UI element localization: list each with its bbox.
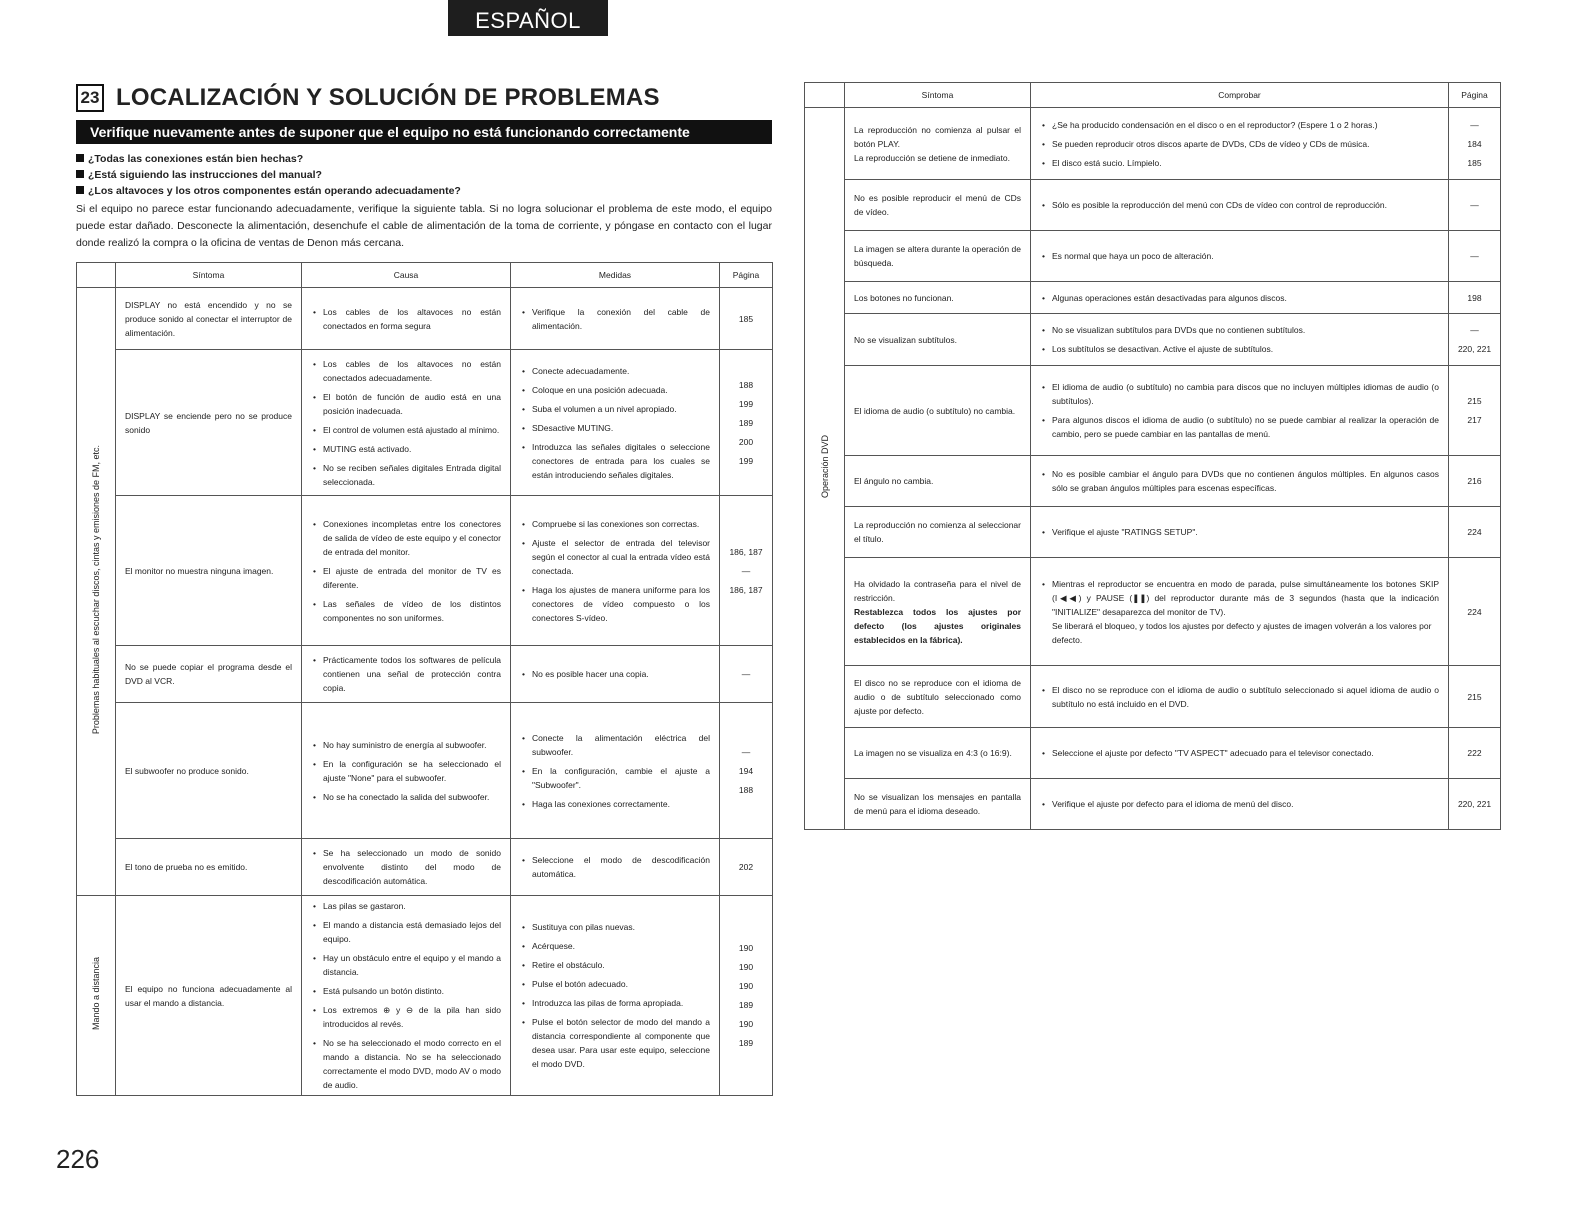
- check-item: • El disco está sucio. Límpielo.: [1040, 156, 1439, 170]
- symptom-cell: El tono de prueba no es emitido.: [116, 839, 302, 896]
- table-row: [77, 350, 773, 496]
- page-ref: —: [741, 565, 751, 576]
- cause-item: • Las señales de vídeo de los distintos componentes no son uniformes.: [311, 597, 501, 625]
- measure-cell: [511, 896, 720, 1096]
- symptom-line: El ángulo no cambia.: [854, 476, 934, 486]
- table-row: [805, 728, 1501, 779]
- category-label: Problemas habituales al escuchar discos, cintas y emisiones de FM, etc.: [91, 444, 101, 735]
- table-row: [805, 507, 1501, 558]
- symptom-line: El disco no se reproduce con el idioma de audio o de subtítulo seleccionado como ajuste por defecto.: [854, 677, 1021, 716]
- cause-item: • Conexiones incompletas entre los conectores de salida de vídeo de este equipo y el conector de entrada del monitor.: [311, 517, 501, 559]
- symptom-cell: DISPLAY no está encendido y no se produce sonido al conectar el interruptor de alimentación.: [116, 288, 302, 350]
- page-cell: [1449, 779, 1501, 830]
- check-item: • Se pueden reproducir otros discos aparte de DVDs, CDs de vídeo y CDs de música.: [1040, 137, 1439, 151]
- symptom-cell: [845, 728, 1031, 779]
- cause-item: • No se reciben señales digitales Entrada digital seleccionada.: [311, 461, 501, 489]
- cause-item-list: [311, 899, 501, 1092]
- cause-item-list: [311, 357, 501, 489]
- symptom-line: No se visualizan los mensajes en pantalla de menú para el idioma deseado.: [854, 792, 1021, 816]
- check-cell: [1031, 314, 1449, 366]
- page-ref-list: [722, 745, 770, 797]
- cause-cell: [302, 496, 511, 646]
- symptom-cell: [845, 779, 1031, 830]
- checklist: [76, 152, 772, 252]
- measure-cell: [511, 646, 720, 703]
- troubleshooting-table-general: [76, 262, 773, 1096]
- page-ref-list: [1451, 118, 1498, 170]
- check-item: • El idioma de audio (o subtítulo) no cambia para discos que no incluyen múltiples idiomas de audio (o subtítulos).: [1040, 380, 1439, 408]
- table-row: [77, 703, 773, 839]
- measure-item-list: [520, 731, 710, 811]
- measure-item-list: [520, 920, 710, 1071]
- measure-cell: [511, 496, 720, 646]
- cause-item-list: [311, 305, 501, 333]
- measure-item: • Acérquese.: [520, 939, 710, 953]
- symptom-cell: [845, 180, 1031, 231]
- check-item-list: [1040, 380, 1439, 441]
- intro-paragraph: Si el equipo no parece estar funcionando adecuadamente, verifique la siguiente tabla. Si no logra solucionar el problema de este modo, el equipo puede estar dañado. Desconecte la alimentación, desenchufe el cable de alimentación de la toma de corriente, y póngase en contacto con el lugar donde realizó la compra o la oficina de ventas de Denon más cercana.: [76, 203, 772, 249]
- check-cell: [1031, 558, 1449, 666]
- check-item-list: [1040, 323, 1439, 356]
- checklist-item: [76, 152, 772, 167]
- measure-item: • Conecte la alimentación eléctrica del subwoofer.: [520, 731, 710, 759]
- check-item: • Mientras el reproductor se encuentra en modo de parada, pulse simultáneamente los botones SKIP (I◀◀) y PAUSE (❚❚) del reproductor durante más de 3 segundos (hasta que la indicación "INITIALIZE" desaparezca del monitor de TV).: [1040, 577, 1439, 619]
- page-ref: 190: [738, 1019, 754, 1029]
- check-cell: [1031, 282, 1449, 314]
- page-ref: —: [1470, 119, 1479, 130]
- header-page: Página: [720, 263, 773, 288]
- square-bullet-icon: [76, 170, 84, 178]
- measure-item-list: [520, 517, 710, 625]
- page-ref-list: [1451, 797, 1498, 811]
- table-row: [77, 288, 773, 350]
- page-cell: [720, 896, 773, 1096]
- header-symptom: Síntoma: [116, 263, 302, 288]
- cause-item-list: [311, 738, 501, 804]
- cause-item: • No se ha conectado la salida del subwoofer.: [311, 790, 501, 804]
- check-cell: [1031, 180, 1449, 231]
- measure-cell: [511, 839, 720, 896]
- square-bullet-icon: [76, 186, 84, 194]
- page-ref: 190: [738, 981, 754, 991]
- page-cell: [720, 646, 773, 703]
- page-ref: 188: [738, 784, 754, 795]
- check-item: • Algunas operaciones están desactivadas para algunos discos.: [1040, 291, 1439, 305]
- symptom-cell: El monitor no muestra ninguna imagen.: [116, 496, 302, 646]
- measure-item: • Pulse el botón adecuado.: [520, 977, 710, 991]
- cause-cell: [302, 350, 511, 496]
- check-item-list: [1040, 683, 1439, 711]
- cause-item: • El control de volumen está ajustado al mínimo.: [311, 423, 501, 437]
- symptom-cell: [845, 282, 1031, 314]
- symptom-line: La reproducción se detiene de inmediato.: [854, 152, 1010, 163]
- check-item: • No es posible cambiar el ángulo para DVDs que no contienen ángulos múltiples. En algunos casos sólo se graban ángulos múltiples para escenas específicas.: [1040, 467, 1439, 495]
- cause-item: • Hay un obstáculo entre el equipo y el mando a distancia.: [311, 951, 501, 979]
- table-row: [77, 496, 773, 646]
- measure-item: • Conecte adecuadamente.: [520, 364, 710, 378]
- measure-item: • Coloque en una posición adecuada.: [520, 383, 710, 397]
- check-item: • Es normal que haya un poco de alteración.: [1040, 249, 1439, 263]
- page-ref: —: [1470, 200, 1479, 210]
- measure-item: • En la configuración, cambie el ajuste a "Subwoofer".: [520, 764, 710, 792]
- measure-item: • SDesactive MUTING.: [520, 421, 710, 435]
- page-ref-list: [1451, 605, 1498, 619]
- table-header-row: [77, 263, 773, 288]
- page-ref: 185: [1467, 157, 1482, 168]
- section-number-badge: 23: [76, 84, 104, 112]
- cause-item-list: [311, 517, 501, 625]
- check-item: • No se visualizan subtítulos para DVDs que no contienen subtítulos.: [1040, 323, 1439, 337]
- page-cell: [1449, 231, 1501, 282]
- measure-item: • Retire el obstáculo.: [520, 958, 710, 972]
- table-row: [77, 646, 773, 703]
- page-ref-list: [1451, 291, 1498, 305]
- check-cell: [1031, 366, 1449, 456]
- measure-item: • Introduzca las señales digitales o seleccione conectores de entrada para los cuales se están introduciendo señales digitales.: [520, 440, 710, 482]
- page-ref-list: [1451, 525, 1498, 539]
- cause-item: • No se ha seleccionado el modo correcto en el mando a distancia. No se ha seleccionado correctamente el modo DVD, modo AV o modo de audio.: [311, 1036, 501, 1092]
- check-item: • Seleccione el ajuste por defecto "TV ASPECT" adecuado para el televisor conectado.: [1040, 746, 1439, 760]
- symptom-cell: [845, 666, 1031, 728]
- cause-item: • No hay suministro de energía al subwoofer.: [311, 738, 501, 752]
- page-ref: 184: [1467, 138, 1482, 149]
- language-tab: ESPAÑOL: [448, 0, 608, 36]
- check-item: • Verifique el ajuste "RATINGS SETUP".: [1040, 525, 1439, 539]
- cause-cell: [302, 703, 511, 839]
- cause-cell: [302, 896, 511, 1096]
- cause-item: • MUTING está activado.: [311, 442, 501, 456]
- page-ref: —: [1470, 251, 1479, 261]
- table-header-row: [805, 83, 1501, 108]
- page-ref: 189: [738, 1000, 754, 1010]
- page-cell: [1449, 314, 1501, 366]
- check-item-list: [1040, 797, 1439, 811]
- page-ref: 190: [738, 943, 754, 953]
- header-blank: [77, 263, 116, 288]
- check-item: • El disco no se reproduce con el idioma de audio o subtítulo seleccionado si aquel idioma de audio o subtítulo no está incluido en el DVD.: [1040, 683, 1439, 711]
- cause-item: • El botón de función de audio está en una posición inadecuada.: [311, 390, 501, 418]
- page-ref-list: [1451, 474, 1498, 488]
- check-item-list: [1040, 291, 1439, 305]
- cause-item: • Los cables de los altavoces no están conectados en forma segura: [311, 305, 501, 333]
- page-ref-list: [1451, 394, 1498, 427]
- measure-item: • Sustituya con pilas nuevas.: [520, 920, 710, 934]
- table-row: [805, 314, 1501, 366]
- symptom-line: Ha olvidado la contraseña para el nivel de restricción.: [854, 578, 1021, 603]
- page-ref: 215: [1467, 691, 1482, 702]
- page-ref-list: [722, 667, 770, 681]
- measure-item-list: [520, 853, 710, 881]
- check-cell: [1031, 507, 1449, 558]
- page-ref: 215: [1467, 396, 1482, 406]
- symptom-cell: El subwoofer no produce sonido.: [116, 703, 302, 839]
- troubleshooting-table-general-body: [77, 263, 773, 1096]
- square-bullet-icon: [76, 154, 84, 162]
- page-ref-list: [722, 860, 770, 874]
- page-ref-list: [722, 312, 770, 326]
- cause-item-list: [311, 846, 501, 888]
- symptom-line: Los botones no funcionan.: [854, 292, 954, 303]
- table-row: [805, 282, 1501, 314]
- measure-cell: [511, 288, 720, 350]
- symptom-line: La reproducción no comienza al seleccionar el título.: [854, 520, 1021, 544]
- page-ref: 188: [738, 379, 754, 390]
- symptom-line: No es posible reproducir el menú de CDs de vídeo.: [854, 193, 1021, 217]
- measure-item: • No es posible hacer una copia.: [520, 667, 710, 681]
- symptom-cell: [845, 507, 1031, 558]
- page-ref: 190: [738, 962, 754, 972]
- table-row: [805, 366, 1501, 456]
- cause-item: • Los cables de los altavoces no están conectados adecuadamente.: [311, 357, 501, 385]
- page-ref-list: [1451, 746, 1498, 760]
- page-ref: 224: [1467, 606, 1482, 617]
- page-cell: [720, 496, 773, 646]
- symptom-line: La imagen se altera durante la operación de búsqueda.: [854, 244, 1021, 268]
- measure-item-list: [520, 667, 710, 681]
- symptom-cell: [845, 108, 1031, 180]
- page-ref-list: [1451, 249, 1498, 263]
- check-item: • Los subtítulos se desactivan. Active el ajuste de subtítulos.: [1040, 342, 1439, 356]
- header-measures: Medidas: [511, 263, 720, 288]
- page-ref: 199: [738, 455, 754, 466]
- check-item-list: [1040, 746, 1439, 760]
- page-title-row: [76, 82, 776, 114]
- measure-item-list: [520, 364, 710, 482]
- measure-item: • Suba el volumen a un nivel apropiado.: [520, 402, 710, 416]
- check-cell: [1031, 108, 1449, 180]
- measure-item: • Haga las conexiones correctamente.: [520, 797, 710, 811]
- page-cell: [1449, 282, 1501, 314]
- troubleshooting-table-dvd-body: [805, 83, 1501, 830]
- measure-item: • Haga los ajustes de manera uniforme para los conectores de vídeo compuesto o los conectores S-vídeo.: [520, 583, 710, 625]
- page-ref: 189: [738, 1038, 754, 1048]
- table-row: [805, 666, 1501, 728]
- page-cell: [1449, 507, 1501, 558]
- page-cell: [1449, 108, 1501, 180]
- symptom-cell: [845, 314, 1031, 366]
- checklist-item: [76, 168, 772, 183]
- header-cause: Causa: [302, 263, 511, 288]
- page-ref: 198: [1467, 292, 1482, 303]
- cause-cell: [302, 646, 511, 703]
- check-cell: [1031, 456, 1449, 507]
- page-ref-list: [1451, 690, 1498, 704]
- header-check: Comprobar: [1031, 83, 1449, 108]
- check-item-list: [1040, 467, 1439, 495]
- measure-cell: [511, 350, 720, 496]
- measure-item: • Pulse el botón selector de modo del mando a distancia correspondiente al componente que desea usar. Para usar este equipo, seleccione el modo DVD.: [520, 1015, 710, 1071]
- page-ref: 186, 187: [729, 546, 763, 557]
- page-ref: 186, 187: [729, 584, 763, 595]
- cause-cell: [302, 839, 511, 896]
- header-blank: [805, 83, 845, 108]
- category-label: Mando a distancia: [91, 956, 101, 1031]
- page-cell: [720, 839, 773, 896]
- check-item-list: [1040, 525, 1439, 539]
- reset-instruction: Restablezca todos los ajustes por defecto (los ajustes originales establecidos en la fábrica).: [854, 606, 1021, 645]
- troubleshooting-table-dvd: [804, 82, 1501, 830]
- check-item: • ¿Se ha producido condensación en el disco o en el reproductor? (Espere 1 o 2 horas.): [1040, 118, 1439, 132]
- page-cell: [1449, 558, 1501, 666]
- page-ref: 185: [738, 313, 754, 324]
- cause-item: • El mando a distancia está demasiado lejos del equipo.: [311, 918, 501, 946]
- page-ref-list: [722, 545, 770, 597]
- header-symptom: Síntoma: [845, 83, 1031, 108]
- category-label: Operación DVD: [819, 434, 830, 499]
- page-ref: 220, 221: [1457, 344, 1492, 354]
- page-ref: 216: [1467, 476, 1482, 486]
- checklist-item-text: ¿Los altavoces y los otros componentes están operando adecuadamente?: [88, 185, 461, 197]
- page-cell: [1449, 456, 1501, 507]
- table-row: [805, 456, 1501, 507]
- check-item-list: [1040, 198, 1439, 212]
- check-cell: [1031, 779, 1449, 830]
- header-page: Página: [1449, 83, 1501, 108]
- check-cell: [1031, 728, 1449, 779]
- page-cell: [720, 703, 773, 839]
- measure-item-list: [520, 305, 710, 333]
- cause-item: • En la configuración se ha seleccionado el ajuste "None" para el subwoofer.: [311, 757, 501, 785]
- page-ref: 189: [738, 417, 754, 428]
- table-row: [805, 779, 1501, 830]
- cause-item: • Las pilas se gastaron.: [311, 899, 501, 913]
- page-ref: 224: [1467, 527, 1482, 537]
- table-row: [77, 896, 773, 1096]
- table-row: [77, 839, 773, 896]
- check-cell: [1031, 231, 1449, 282]
- page-cell: [720, 350, 773, 496]
- checklist-item: [76, 184, 772, 199]
- table-row: [805, 558, 1501, 666]
- page-ref: 199: [738, 398, 754, 409]
- page-title: LOCALIZACIÓN Y SOLUCIÓN DE PROBLEMAS: [116, 84, 660, 111]
- page-ref-list: [1451, 198, 1498, 212]
- measure-item: • Compruebe si las conexiones son correctas.: [520, 517, 710, 531]
- page-ref: 220, 221: [1457, 799, 1492, 809]
- page-ref: 202: [738, 862, 754, 872]
- page-cell: [1449, 728, 1501, 779]
- page-ref: —: [741, 669, 751, 679]
- symptom-cell: No se puede copiar el programa desde el DVD al VCR.: [116, 646, 302, 703]
- measure-item: • Ajuste el selector de entrada del televisor según el conector al cual la entrada vídeo está conectada.: [520, 536, 710, 578]
- page-ref: 194: [738, 765, 754, 776]
- page-ref: —: [1470, 325, 1479, 335]
- table-row: [805, 180, 1501, 231]
- measure-item: • Verifique la conexión del cable de alimentación.: [520, 305, 710, 333]
- page-number: 226: [56, 1144, 100, 1174]
- cause-cell: [302, 288, 511, 350]
- page-cell: [1449, 366, 1501, 456]
- symptom-cell: [845, 456, 1031, 507]
- cause-item: • Prácticamente todos los softwares de película contienen una señal de protección contra copia.: [311, 653, 501, 695]
- check-note: Se liberará el bloqueo, y todos los ajustes por defecto y ajustes de imagen volverán a los valores por defecto.: [1052, 620, 1432, 645]
- measure-cell: [511, 703, 720, 839]
- page-cell: [1449, 180, 1501, 231]
- symptom-cell: [845, 231, 1031, 282]
- check-item-list: [1040, 118, 1439, 170]
- cause-item: • El ajuste de entrada del monitor de TV es diferente.: [311, 564, 501, 592]
- symptom-line: El idioma de audio (o subtítulo) no cambia.: [854, 405, 1016, 416]
- measure-item: • Seleccione el modo de descodificación automática.: [520, 853, 710, 881]
- check-cell: [1031, 666, 1449, 728]
- symptom-cell: DISPLAY se enciende pero no se produce sonido: [116, 350, 302, 496]
- symptom-cell: [845, 366, 1031, 456]
- page-ref: —: [741, 746, 751, 757]
- category-cell: [805, 108, 845, 830]
- category-cell: [77, 288, 116, 896]
- checklist-item-text: ¿Todas las conexiones están bien hechas?: [88, 153, 304, 165]
- symptom-cell: [845, 558, 1031, 666]
- checklist-item-text: ¿Está siguiendo las instrucciones del manual?: [88, 169, 322, 181]
- category-cell: [77, 896, 116, 1096]
- page-cell: [1449, 666, 1501, 728]
- page-ref: 217: [1467, 415, 1482, 425]
- cause-item-list: [311, 653, 501, 695]
- page-ref-list: [1451, 323, 1498, 356]
- cause-item: • Se ha seleccionado un modo de sonido envolvente distinto del modo de descodificación automática.: [311, 846, 501, 888]
- symptom-cell: El equipo no funciona adecuadamente al usar el mando a distancia.: [116, 896, 302, 1096]
- table-row: [805, 108, 1501, 180]
- page-cell: [720, 288, 773, 350]
- check-item: • Sólo es posible la reproducción del menú con CDs de vídeo con control de reproducción.: [1040, 198, 1439, 212]
- check-item: • Verifique el ajuste por defecto para el idioma de menú del disco.: [1040, 797, 1439, 811]
- symptom-line: La imagen no se visualiza en 4:3 (o 16:9).: [854, 748, 1012, 758]
- table-row: [805, 231, 1501, 282]
- measure-item: • Introduzca las pilas de forma apropiada.: [520, 996, 710, 1010]
- check-item: • Para algunos discos el idioma de audio (o subtítulo) no se puede cambiar al realizar la operación de cambio, pero se puede cambiar en las pantallas de menú.: [1040, 413, 1439, 441]
- check-item-list: [1040, 249, 1439, 263]
- page-ref: 222: [1467, 748, 1482, 758]
- cause-item: • Los extremos ⊕ y ⊖ de la pila han sido introducidos al revés.: [311, 1003, 501, 1031]
- verify-banner: Verifique nuevamente antes de suponer que el equipo no está funcionando correctamente: [76, 120, 772, 144]
- page-ref-list: [722, 941, 770, 1050]
- page-ref: 200: [738, 436, 754, 447]
- cause-item: • Está pulsando un botón distinto.: [311, 984, 501, 998]
- symptom-line: No se visualizan subtítulos.: [854, 334, 957, 345]
- page-ref-list: [722, 378, 770, 468]
- symptom-line: La reproducción no comienza al pulsar el botón PLAY.: [854, 124, 1021, 149]
- check-item-list: [1040, 577, 1439, 619]
